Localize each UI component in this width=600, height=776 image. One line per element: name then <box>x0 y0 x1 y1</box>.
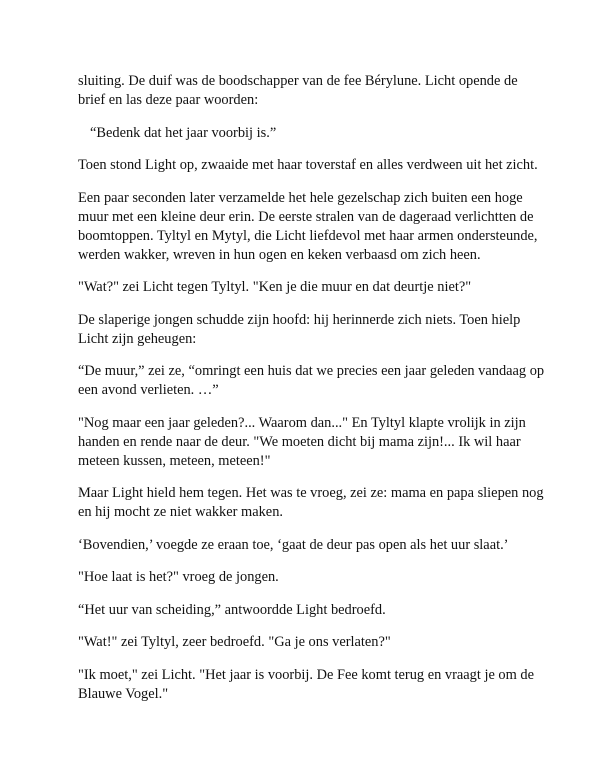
paragraph: Een paar seconden later verzamelde het hele gezelschap zich buiten een hoge muur met een kleine deur erin. De eerste stralen van de dageraad verlichtten de boomtoppen. Tyltyl en Mytyl, die Licht liefdevol met haar armen ondersteunde, werden wakker, wreven in hun ogen en keken verbaasd om zich heen. <box>78 189 538 263</box>
paragraph: Toen stond Light op, zwaaide met haar toverstaf en alles verdween uit het zicht. <box>78 157 538 173</box>
paragraph: Maar Light hield hem tegen. Het was te vroeg, zei ze: mama en papa sliepen nog en hij mocht ze niet wakker maken. <box>78 485 544 520</box>
paragraph: "Ik moet," zei Licht. "Het jaar is voorbij. De Fee komt terug en vraagt je om de Blauwe Vogel." <box>78 666 534 702</box>
paragraph: "Nog maar een jaar geleden?... Waarom dan..." En Tyltyl klapte vrolijk in zijn handen en rende naar de deur. "We moeten dicht bij mama zijn!... Ik wil haar meteen kussen, meteen, meteen!" <box>78 414 526 469</box>
paragraph: "Hoe laat is het?" vroeg de jongen. <box>78 569 279 585</box>
paragraph: “De muur,” zei ze, “omringt een huis dat we precies een jaar geleden vandaag op een avond verlieten. …” <box>78 363 545 398</box>
paragraph: “Het uur van scheiding,” antwoordde Light bedroefd. <box>78 601 386 618</box>
document-page <box>78 72 548 717</box>
paragraph: De slaperige jongen schudde zijn hoofd: hij herinnerde zich niets. Toen hielp Licht zijn geheugen: <box>78 311 521 347</box>
paragraph: "Wat!" zei Tyltyl, zeer bedroefd. "Ga je ons verlaten?" <box>78 634 391 650</box>
paragraph: ‘Bovendien,’ voegde ze eraan toe, ‘gaat de deur pas open als het uur slaat.’ <box>78 536 509 553</box>
paragraph: "Wat?" zei Licht tegen Tyltyl. "Ken je die muur en dat deurtje niet?" <box>78 279 472 295</box>
paragraph: sluiting. De duif was de boodschapper van de fee Bérylune. Licht opende de brief en las deze paar woorden: <box>78 73 518 108</box>
quoted-letter: “Bedenk dat het jaar voorbij is.” <box>90 124 277 141</box>
